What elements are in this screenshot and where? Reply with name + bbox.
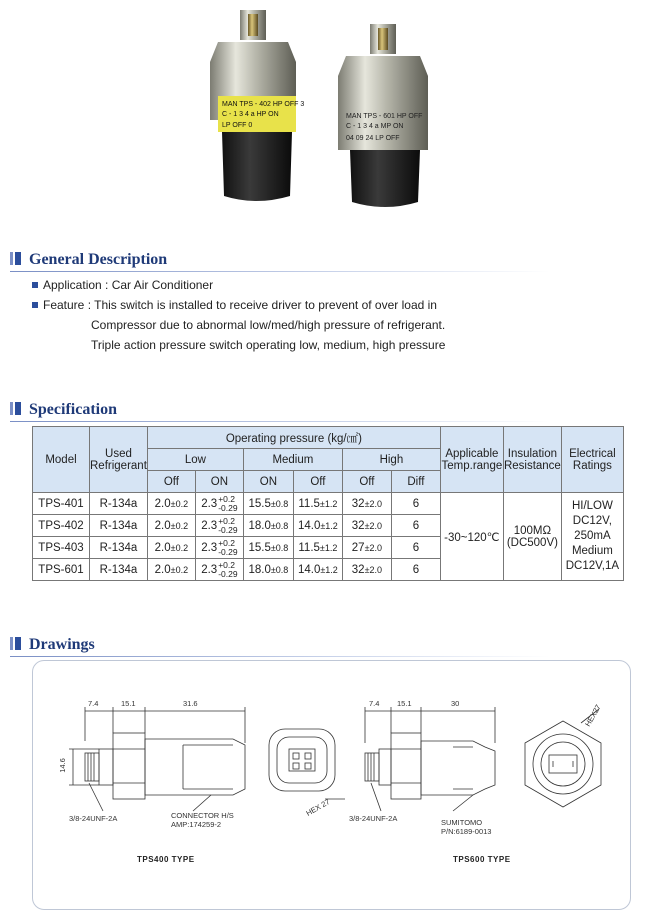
pressure-switch-photo xyxy=(0,0,646,240)
tps400-dim-2: 15.1 xyxy=(121,699,136,708)
bullet-icon xyxy=(32,282,38,288)
header-insulation: Insulation Resistance xyxy=(503,427,561,493)
header-low-off: Off xyxy=(147,471,195,493)
table-row: TPS-601 R-134a 2.0±0.2 2.3+0.2 -0.29 18.0±0.8 14.0±1.2 32±2.0 6 xyxy=(33,559,624,581)
section-marker-icon xyxy=(15,252,21,265)
drawings-heading xyxy=(10,636,95,654)
header-operating-pressure: Operating pressure (kg/㎠) xyxy=(147,427,440,449)
section-marker-icon xyxy=(15,402,21,415)
svg-text:LP OFF 0: LP OFF 0 xyxy=(222,122,253,129)
bullet-icon xyxy=(32,302,38,308)
svg-text:C - 1 3 4 a HP ON: C - 1 3 4 a HP ON xyxy=(222,111,279,118)
drawings-title: Drawings xyxy=(29,636,95,653)
specification-table xyxy=(32,426,624,581)
tps400-height: 14.6 xyxy=(57,758,67,773)
header-refrigerant: Used Refrigerant xyxy=(90,427,148,493)
tps600-side-view xyxy=(365,707,495,811)
section-divider xyxy=(10,271,550,272)
svg-text:MAN TPS - 402 HP OFF 3: MAN TPS - 402 HP OFF 3 xyxy=(222,101,305,108)
switch-right xyxy=(338,24,428,207)
table-row: TPS-402 R-134a 2.0±0.2 2.3+0.2 -0.29 18.0±0.8 14.0±1.2 32±2.0 6 xyxy=(33,515,624,537)
header-medium-on: ON xyxy=(243,471,293,493)
feature-line-3: Triple action pressure switch operating low, medium, high pressure xyxy=(91,338,446,352)
general-description-heading xyxy=(10,251,167,269)
section-marker-icon xyxy=(15,637,21,650)
header-low: Low xyxy=(147,449,243,471)
switch-left xyxy=(210,10,304,201)
tps600-dim-2: 15.1 xyxy=(397,699,412,708)
tps600-thread: 3/8-24UNF-2A xyxy=(349,814,398,823)
ratings-value: HI/LOW DC12V, 250mA Medium DC12V,1A xyxy=(561,493,623,581)
svg-text:04 09 24 LP OFF: 04 09 24 LP OFF xyxy=(346,135,400,142)
general-description-title: General Description xyxy=(29,251,168,268)
tps600-connector: SUMITOMO P/N:6189-0013 xyxy=(441,818,492,836)
section-divider xyxy=(10,421,550,422)
header-low-on: ON xyxy=(195,471,243,493)
tps400-front-view xyxy=(269,729,345,799)
section-marker-icon xyxy=(10,402,13,415)
specification-title: Specification xyxy=(29,401,117,418)
tps400-thread: 3/8-24UNF-2A xyxy=(69,814,118,823)
general-description-body xyxy=(32,275,445,355)
tps600-dim-1: 7.4 xyxy=(369,699,380,708)
svg-text:MAN TPS - 601 HP OFF: MAN TPS - 601 HP OFF xyxy=(346,113,423,120)
tps400-dim-1: 7.4 xyxy=(88,699,99,708)
temp-range-value: -30~120℃ xyxy=(440,493,503,581)
drawings-panel xyxy=(32,660,631,910)
section-marker-icon xyxy=(10,252,13,265)
header-high: High xyxy=(342,449,440,471)
tps600-dim-3: 30 xyxy=(451,699,460,708)
feature-line-2: Compressor due to abnormal low/med/high pressure of refrigerant. xyxy=(91,318,446,332)
tps400-dim-3: 31.6 xyxy=(183,699,198,708)
header-model: Model xyxy=(33,427,90,493)
header-high-diff: Diff xyxy=(391,471,440,493)
tps600-hex: HEX27 xyxy=(583,702,603,729)
section-divider xyxy=(10,656,550,657)
tps400-hex: HEX 27 xyxy=(304,797,332,818)
section-marker-icon xyxy=(10,637,13,650)
specification-heading xyxy=(10,401,117,419)
application-line: Application : Car Air Conditioner xyxy=(32,275,445,295)
table-row: TPS-401 R-134a 2.0±0.2 2.3+0.2 -0.29 15.5±0.8 11.5±1.2 32±2.0 6 -30~120℃ 100MΩ (DC500V) HI/LOW DC12V, 250mA Medium DC12V,1A xyxy=(33,493,624,515)
header-ratings: Electrical Ratings xyxy=(561,427,623,493)
header-high-off: Off xyxy=(342,471,391,493)
tps600-type-label: TPS600 TYPE xyxy=(453,855,511,864)
header-medium: Medium xyxy=(243,449,342,471)
header-medium-off: Off xyxy=(293,471,342,493)
product-photo xyxy=(0,0,646,240)
svg-text:C - 1 3 4 a MP ON: C - 1 3 4 a MP ON xyxy=(346,123,404,130)
tps400-connector: CONNECTOR H/S AMP:174259-2 xyxy=(171,811,234,829)
table-row: TPS-403 R-134a 2.0±0.2 2.3+0.2 -0.29 15.5±0.8 11.5±1.2 27±2.0 6 xyxy=(33,537,624,559)
feature-line: Feature : This switch is installed to receive driver to prevent of over load in xyxy=(32,295,445,315)
tps400-type-label: TPS400 TYPE xyxy=(137,855,195,864)
insulation-value: 100MΩ (DC500V) xyxy=(503,493,561,581)
tps400-side-view xyxy=(69,707,245,811)
specification-table-wrap xyxy=(32,426,624,581)
header-temp-range: Applicable Temp.range xyxy=(440,427,503,493)
